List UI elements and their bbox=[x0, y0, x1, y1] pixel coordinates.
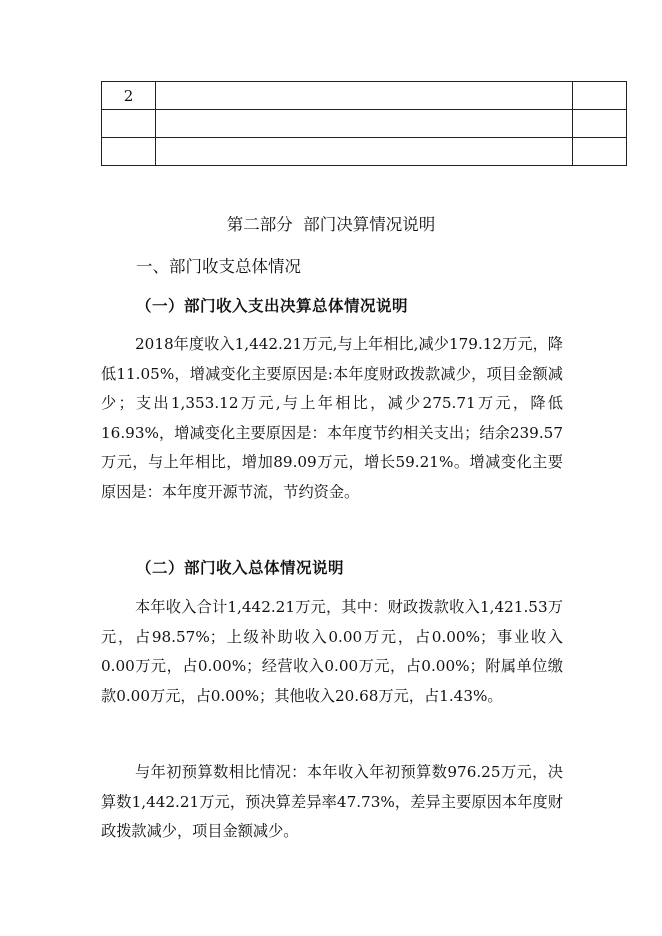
row-number-cell bbox=[102, 110, 156, 138]
paragraph-income-breakdown: 本年收入合计1,442.21万元，其中：财政拨款收入1,421.53万元，占98.57%；上级补助收入0.00万元，占0.00%；事业收入0.00万元，占0.00%；经营收入0.00万元，占0.00%；附属单位缴款0.00万元，占0.00%；其他收入20.68万元，占1.43%。 bbox=[101, 598, 563, 705]
subheading-income-summary: （二）部门收入总体情况说明 bbox=[136, 558, 345, 577]
table-row bbox=[102, 110, 627, 138]
extra-cell bbox=[573, 82, 627, 110]
paragraph-budget-comparison: 与年初预算数相比情况：本年收入年初预算数976.25万元，决算数1,442.21万元，预决算差异率47.73%，差异主要原因本年度财政拨款减少，项目金额减少。 bbox=[101, 763, 563, 840]
table-row bbox=[102, 82, 627, 110]
section-title: 第二部分 部门决算情况说明 bbox=[226, 215, 436, 234]
subheading-income-expense-summary: （一）部门收入支出决算总体情况说明 bbox=[136, 296, 409, 315]
content-cell bbox=[156, 110, 573, 138]
heading-income-expense-overview: 一、部门收支总体情况 bbox=[136, 257, 301, 276]
row-number-cell bbox=[102, 138, 156, 166]
extra-cell bbox=[573, 138, 627, 166]
row-number-cell: 2 bbox=[102, 82, 156, 110]
table-row bbox=[102, 138, 627, 166]
paragraph-income-expense-summary: 2018年度收入1,442.21万元,与上年相比,减少179.12万元，降低11.05%，增减变化主要原因是:本年度财政拨款减少，项目金额减少；支出1,353.12万元,与上年相比，减少275.71万元，降低16.93%，增减变化主要原因是：本年度节约相关支出；结余239.57万元，与上年相比，增加89.09万元，增长59.21%。增减变化主要原因是：本年度开源节流，节约资金。 bbox=[101, 335, 563, 501]
extra-cell bbox=[573, 110, 627, 138]
continuation-table bbox=[101, 81, 627, 166]
content-cell bbox=[156, 82, 573, 110]
content-cell bbox=[156, 138, 573, 166]
